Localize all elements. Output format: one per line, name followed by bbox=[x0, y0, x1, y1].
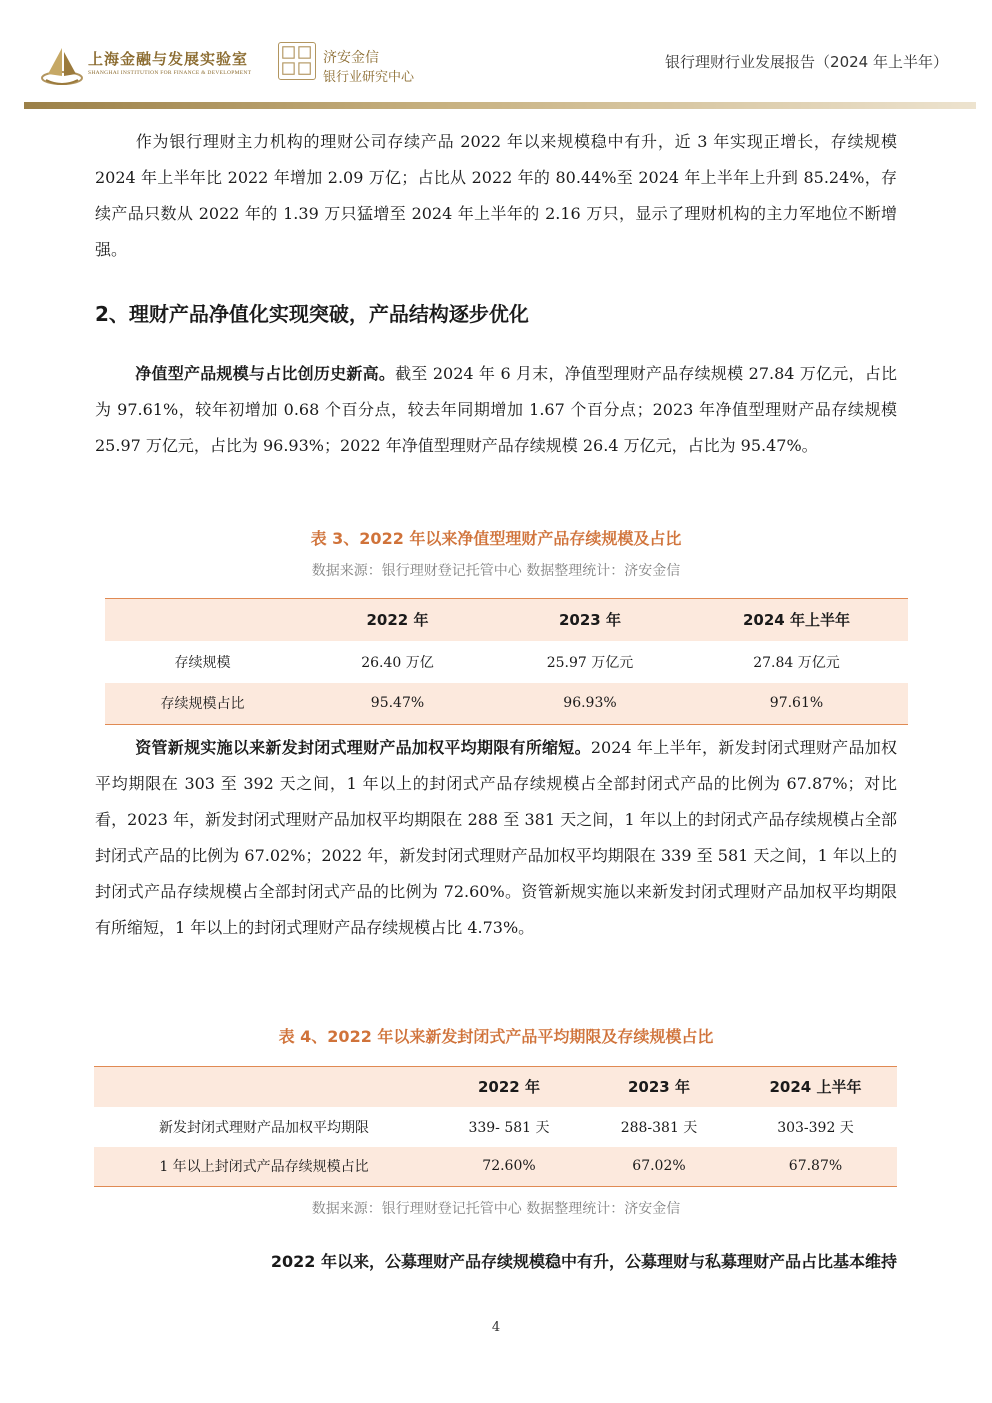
table-header-cell bbox=[94, 1067, 434, 1107]
table-cell: 67.87% bbox=[788, 1158, 843, 1175]
table-row bbox=[94, 1147, 897, 1187]
jian-logo-name: 济安金信 bbox=[323, 50, 379, 66]
paragraph-net-value bbox=[95, 356, 897, 464]
table-cell: 97.61% bbox=[769, 695, 824, 712]
page-header bbox=[0, 0, 992, 112]
paragraph-institutions bbox=[95, 124, 897, 268]
table-header-cell: 2024 上半年 bbox=[769, 1078, 862, 1097]
table-cell: 67.02% bbox=[632, 1158, 686, 1175]
table-cell: 339- 581 天 bbox=[468, 1119, 550, 1136]
paragraph-text: 作为银行理财主力机构的理财公司存续产品 2022 年以来规模稳中有升，近 3 年实现正增长，存续规模 2024 年上半年比 2022 年增加 2.09 万亿；占比从 2022 年的 80.44%至 2024 年上半年上升到 85.24%，存续产品只数从 2022 年的 1.39 万只猛增至 2024 年上半年的 2.16 万只，显示了理财机构的主力军地位不断增强。 bbox=[95, 132, 897, 259]
table3-caption: 表 3、2022 年以来净值型理财产品存续规模及占比 bbox=[310, 529, 682, 548]
table3 bbox=[105, 598, 908, 725]
paragraph-lead: 资管新规实施以来新发封闭式理财产品加权平均期限有所缩短。 bbox=[135, 738, 591, 757]
table3-source: 数据来源：银行理财登记托管中心 数据整理统计：济安金信 bbox=[311, 563, 681, 579]
table-cell: 72.60% bbox=[482, 1158, 536, 1175]
table4-caption: 表 4、2022 年以来新发封闭式产品平均期限及存续规模占比 bbox=[278, 1027, 714, 1046]
table-cell: 96.93% bbox=[563, 695, 617, 712]
table-cell: 288-381 天 bbox=[620, 1119, 698, 1136]
table-header-cell: 2023 年 bbox=[628, 1078, 690, 1097]
header-divider bbox=[24, 102, 976, 109]
paragraph-lead: 净值型产品规模与占比创历史新高。 bbox=[135, 364, 396, 383]
seal-logo-icon bbox=[278, 42, 316, 80]
paragraph-text: 2022 年以来，公募理财产品存续规模稳中有升，公募理财与私募理财产品占比基本维持 bbox=[270, 1252, 897, 1271]
table-header-row bbox=[94, 1067, 897, 1107]
table-cell: 25.97 万亿元 bbox=[546, 654, 634, 671]
jian-logo-subtitle: 银行业研究中心 bbox=[323, 70, 415, 85]
table-row bbox=[105, 641, 908, 683]
report-title: 银行理财行业发展报告（2024 年上半年） bbox=[665, 53, 948, 71]
sailboat-logo-icon bbox=[40, 44, 84, 88]
institution-logo-subtitle: SHANGHAI INSTITUTION FOR FINANCE & DEVELOPMENT bbox=[88, 70, 252, 76]
table-row bbox=[105, 683, 908, 725]
table-header-cell: 2022 年 bbox=[366, 611, 429, 630]
table-header-cell: 2024 年上半年 bbox=[743, 611, 850, 630]
section-heading: 2、理财产品净值化实现突破，产品结构逐步优化 bbox=[95, 302, 529, 326]
table-cell: 26.40 万亿 bbox=[361, 654, 434, 671]
table-header-cell bbox=[105, 599, 300, 641]
table-cell: 新发封闭式理财产品加权平均期限 bbox=[159, 1119, 369, 1136]
paragraph-text: 截至 2024 年 6 月末，净值型理财产品存续规模 27.84 万亿元，占比为 97.61%，较年初增加 0.68 个百分点，较去年同期增加 1.67 个百分点；2023 年净值型理财产品存续规模 25.97 万亿元，占比为 96.93%；2022 年净值型理财产品存续规模 26.4 万亿元，占比为 95.47%。 bbox=[95, 364, 897, 455]
table-header-cell: 2022 年 bbox=[478, 1078, 540, 1097]
table-cell: 存续规模占比 bbox=[160, 696, 245, 713]
table-header-cell: 2023 年 bbox=[559, 611, 621, 630]
table-cell: 95.47% bbox=[370, 695, 425, 712]
table-cell: 27.84 万亿元 bbox=[753, 654, 840, 671]
table-cell: 1 年以上封闭式产品存续规模占比 bbox=[159, 1159, 369, 1176]
table-cell: 存续规模 bbox=[174, 654, 231, 671]
page-number: 4 bbox=[491, 1320, 501, 1335]
paragraph-public-private bbox=[95, 1244, 897, 1280]
paragraph-text: 2024 年上半年，新发封闭式理财产品加权平均期限在 303 至 392 天之间，1 年以上的封闭式产品存续规模占全部封闭式产品的比例为 67.87%；对比看，2023 年，新发封闭式理财产品加权平均期限在 288 至 381 天之间，1 年以上的封闭式产品存续规模占全部封闭式产品的比例为 67.02%；2022 年，新发封闭式理财产品加权平均期限在 339 至 581 天之间，1 年以上的封闭式产品存续规模占全部封闭式产品的比例为 72.60%。资管新规实施以来新发封闭式理财产品加权平均期限有所缩短，1 年以上的封闭式理财产品存续规模占比 4.73%。 bbox=[95, 738, 897, 937]
table-header-row bbox=[105, 599, 908, 641]
institution-logo-name: 上海金融与发展实验室 bbox=[88, 50, 249, 68]
table4 bbox=[94, 1066, 897, 1187]
paragraph-closed-end bbox=[95, 730, 897, 946]
table4-source: 数据来源：银行理财登记托管中心 数据整理统计：济安金信 bbox=[311, 1201, 681, 1217]
table-row bbox=[94, 1107, 897, 1147]
table-cell: 303-392 天 bbox=[777, 1119, 854, 1136]
